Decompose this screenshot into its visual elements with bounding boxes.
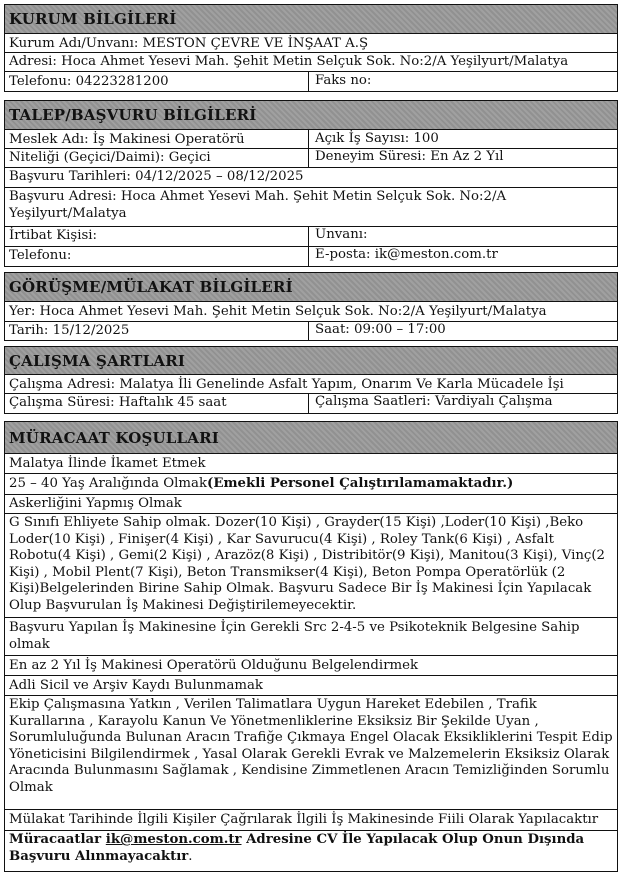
calisma-saatler: Çalışma Saatleri: Vardiyalı Çalışma xyxy=(308,394,553,413)
kosul-yas-bold: (Emekli Personel Çalıştırılamamaktadır.) xyxy=(207,476,514,491)
talep-adres: Başvuru Adresi: Hoca Ahmet Yesevi Mah. Şehit Metin Selçuk Sok. No:2/A Yeşilyurt/Malatya xyxy=(4,188,618,227)
talep-deneyim: Deneyim Süresi: En Az 2 Yıl xyxy=(308,149,504,167)
talep-acik-is: Açık İş Sayısı: 100 xyxy=(308,130,439,148)
muracaat-text-end: . xyxy=(188,848,193,864)
section-header-calisma: ÇALIŞMA ŞARTLARI xyxy=(4,346,618,375)
gorusme-yer: Yer: Hoca Ahmet Yesevi Mah. Şehit Metin Selçuk Sok. No:2/A Yeşilyurt/Malatya xyxy=(4,302,618,322)
calisma-sure-row xyxy=(4,394,618,414)
talep-eposta: E-posta: ik@meston.com.tr xyxy=(308,247,498,266)
gorusme-saat: Saat: 09:00 – 17:00 xyxy=(308,322,446,340)
talep-meslek-row xyxy=(4,130,618,149)
muracaat-text-a: Müracaatlar xyxy=(9,832,106,847)
kurum-telefon-row xyxy=(4,72,618,92)
kosul-ekip: Ekip Çalışmasına Yatkın , Verilen Talimatlara Uygun Hareket Edebilen , Trafik Kurallarına , Karayolu Kanun Ve Yönetmenliklerine Eksiksiz Bir Şekilde Uyan , Sorumluluğunda Bulunan Aracın Trafiğe Çıkmaya Engel Olacak Eksikliklerini Tespit Edip Yöneticisini Bilgilendirmek , Yasal Olarak Gerekli Evrak ve Malzemelerin Eksiksiz Olarak Aracında Bulunmasını Sağlamak , Kendisine Zimmetlenen Aracın Temizliğinden Sorumlu Olmak xyxy=(4,696,618,810)
kosul-yas xyxy=(4,474,618,495)
kosul-deneyim: En az 2 Yıl İş Makinesi Operatörü Olduğunu Belgelendirmek xyxy=(4,656,618,676)
section-header-kurum: KURUM BİLGİLERİ xyxy=(4,4,618,34)
kosul-mulakat: Mülakat Tarihinde İlgili Kişiler Çağrılarak İlgili İş Makinesinde Fiili Olarak Yapılacaktır xyxy=(4,810,618,831)
section-header-muracaat: MÜRACAAT KOŞULLARI xyxy=(4,421,618,454)
muracaat-text-b: Adresine CV İle Yapılacak Olup Onun Dışında Başvuru Alınmayacaktır xyxy=(9,832,585,864)
kurum-adi: Kurum Adı/Unvanı: MESTON ÇEVRE VE İNŞAAT A.Ş xyxy=(4,34,618,53)
talep-irtibat: İrtibat Kişisi: xyxy=(9,228,98,243)
kosul-askerlik: Askerliğini Yapmış Olmak xyxy=(4,495,618,514)
kosul-src: Başvuru Yapılan İş Makinesine İçin Gerekli Src 2-4-5 ve Psikoteknik Belgesine Sahip olmak xyxy=(4,618,618,656)
gorusme-tarih: Tarih: 15/12/2025 xyxy=(9,323,130,338)
muracaat-email-link[interactable]: ik@meston.com.tr xyxy=(105,832,242,847)
kurum-faks: Faks no: xyxy=(308,72,371,91)
kurum-telefon: Telefonu: 04223281200 xyxy=(9,74,169,89)
talep-irtibat-row xyxy=(4,227,618,247)
talep-telefon: Telefonu: xyxy=(9,248,72,263)
talep-tarihler: Başvuru Tarihleri: 04/12/2025 – 08/12/2025 xyxy=(4,168,618,188)
section-header-gorusme: GÖRÜŞME/MÜLAKAT BİLGİLERİ xyxy=(4,272,618,302)
kosul-adli-sicil: Adli Sicil ve Arşiv Kaydı Bulunmamak xyxy=(4,676,618,696)
talep-meslek: Meslek Adı: İş Makinesi Operatörü xyxy=(9,132,245,147)
talep-unvan: Unvanı: xyxy=(308,227,368,246)
gorusme-tarih-row xyxy=(4,322,618,341)
kosul-yas-text: 25 – 40 Yaş Aralığında Olmak xyxy=(9,476,208,491)
kosul-ehliyet: G Sınıfı Ehliyete Sahip olmak. Dozer(10 Kişi) , Grayder(15 Kişi) ,Loder(10 Kişi) ,Beko Loder(10 Kişi) , Finişer(4 Kişi) , Kar Savurucu(4 Kişi) , Roley Tank(6 Kişi) , Asfalt Robotu(4 Kişi) , Gemi(2 Kişi) , Arazöz(8 Kişi) , Distribitör(9 Kişi), Manitou(3 Kişi), Vinç(2 Kişi) , Mobil Plent(7 Kişi), Beton Transmikser(4 Kişi), Beton Pompa Operatörlük (2 Kişi)Belgelerinden Birine Sahip Olmak. Başvuru Sadece Bir İş Makinesi İçin Yapılacak Olup Başvurulan İş Makinesi Değiştirilemeyecektir. xyxy=(4,514,618,618)
talep-telefon-row xyxy=(4,247,618,267)
kosul-muracaat xyxy=(4,831,618,872)
talep-niteligi: Niteliği (Geçici/Daimi): Geçici xyxy=(9,150,211,165)
calisma-sure: Çalışma Süresi: Haftalık 45 saat xyxy=(9,395,227,410)
section-header-talep: TALEP/BAŞVURU BİLGİLERİ xyxy=(4,100,618,130)
kurum-adres: Adresi: Hoca Ahmet Yesevi Mah. Şehit Metin Selçuk Sok. No:2/A Yeşilyurt/Malatya xyxy=(4,53,618,72)
talep-nitelik-row xyxy=(4,149,618,168)
calisma-adres: Çalışma Adresi: Malatya İli Genelinde Asfalt Yapım, Onarım Ve Karla Mücadele İşi xyxy=(4,375,618,394)
kosul-ikamet: Malatya İlinde İkamet Etmek xyxy=(4,454,618,474)
